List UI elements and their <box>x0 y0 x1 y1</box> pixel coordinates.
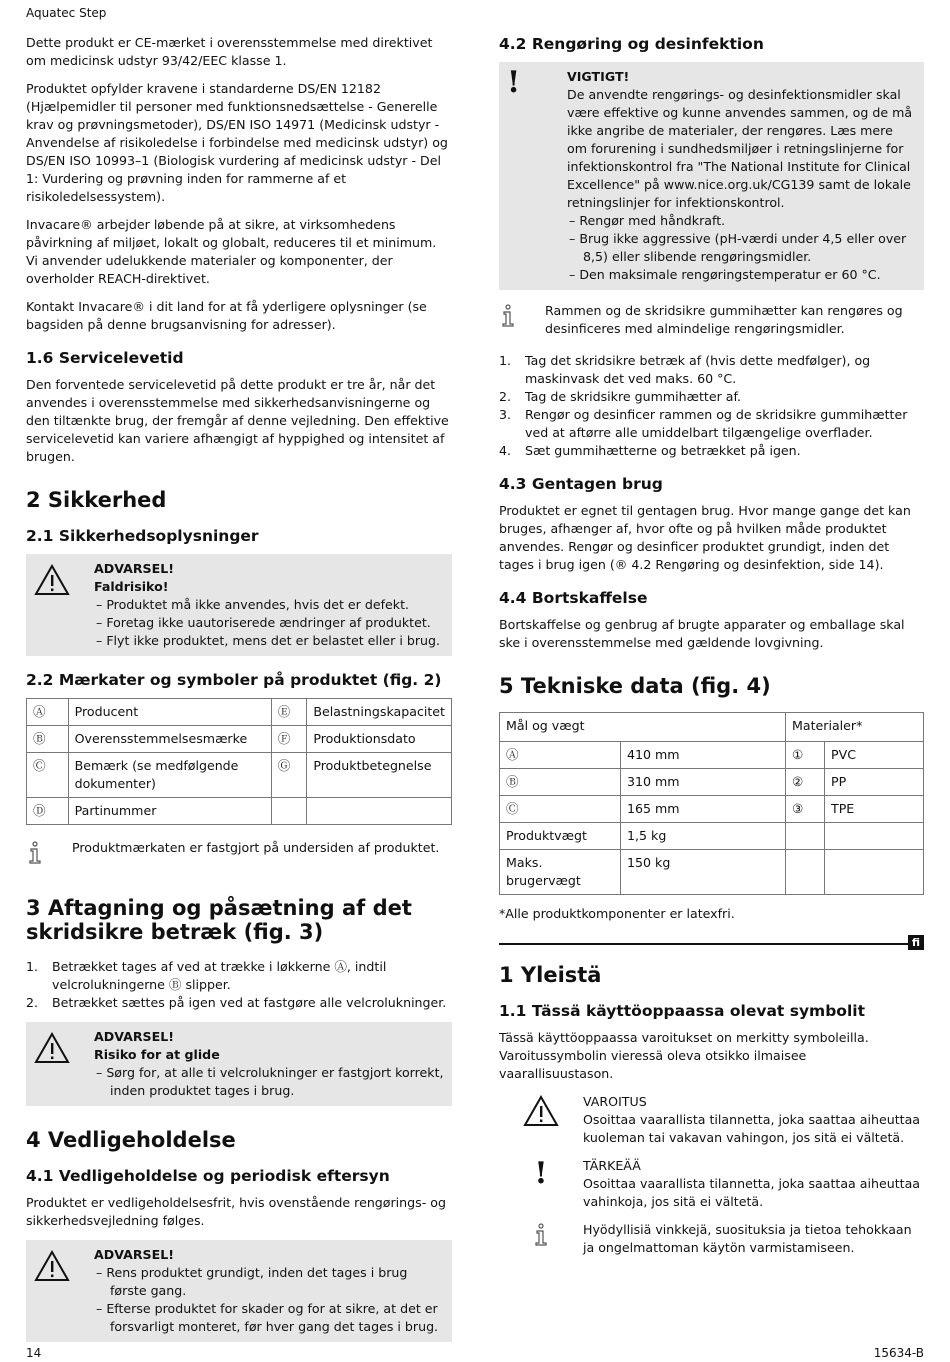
table-cell: Produktvægt <box>500 823 621 850</box>
warning-triangle-icon <box>34 560 94 650</box>
warning-triangle-icon <box>34 1028 94 1100</box>
table-cell: Belastningskapacitet <box>307 699 452 726</box>
heading-4-2: 4.2 Rengøring og desinfektion <box>499 35 764 53</box>
cleaning-steps-list <box>499 352 924 460</box>
info-note-cleaning <box>499 302 924 338</box>
table-cell: Ⓔ <box>271 699 307 726</box>
table-cell <box>825 850 924 895</box>
reuse-paragraph: Produktet er egnet til gentagen brug. Hvor mange gange det kan bruges, afhænger af, hvor ofte og på hvilken måde produktet anvendes. Rengør og desinficer produktet grundigt, inden det tages i brug igen (® 4.2 Rengøring og desinfektion, side 14). <box>499 503 911 572</box>
language-tag: fi <box>908 935 924 950</box>
table-header: Mål og vægt <box>500 713 786 742</box>
warning-box-inspect <box>26 1240 452 1342</box>
table-header: Materialer* <box>786 713 924 742</box>
list-item: 4. Sæt gummihætterne og betrækket på igen. <box>499 443 801 458</box>
table-row <box>500 769 924 796</box>
running-header: Aquatec Step <box>26 6 107 20</box>
table-cell: ① <box>786 742 825 769</box>
table-cell: Ⓑ <box>500 769 621 796</box>
info-icon <box>499 1221 583 1257</box>
important-text: De anvendte rengørings- og desinfektionsmidler skal være effektive og kunne anvendes sammen, og de må ikke angribe de materialer, der rengøres. Læs mere om forurening i sundhedsmiljøer i retningslinjerne for infektionskontrol fra "The National Institute for Clinical Excellence" på www.nice.org.uk/CG139 samt de lokale retningslinjer for infektionskontrol. <box>567 87 913 210</box>
table-cell: Overensstemmelsesmærke <box>68 726 271 753</box>
heading-4-1: 4.1 Vedligeholdelse og periodisk eftersyn <box>26 1167 390 1185</box>
symbol-title: VAROITUS <box>583 1094 647 1109</box>
language-divider <box>499 936 924 949</box>
table-cell: Ⓑ <box>27 726 69 753</box>
disposal-paragraph: Bortskaffelse og genbrug af brugte apparater og emballage skal ske i overensstemmelse med gældende lovgivning. <box>499 617 905 650</box>
list-item: 1. Tag det skridsikre betræk af (hvis dette medfølger), og maskinvask det ved maks. 60 °C. <box>499 353 871 386</box>
warning-subtitle: Risiko for at glide <box>94 1047 220 1062</box>
standards-paragraph: Produktet opfylder kravene i standarderne DS/EN 12182 (Hjælpemidler til personer med funktionsnedsættelse - Generelle krav og prøvningsmetoder), DS/EN ISO 14971 (Medicinsk udstyr - Anvendelse af risikoledelse i forbindelse med medicinsk udstyr) og DS/EN ISO 10993–1 (Biologisk vurdering af medicinsk udstyr - Del 1: Vurdering og prøvning inden for rammerne af et risikoledelsessystem). <box>26 81 448 204</box>
table-row <box>27 753 452 798</box>
table-cell: 310 mm <box>621 769 786 796</box>
environment-paragraph: Invacare® arbejder løbende på at sikre, at virksomhedens påvirkning af miljøet, lokalt og globalt, reduceres til et minimum. Vi anvender udelukkende materialer og komponenter, der overholder REACH-direktivet. <box>26 217 437 286</box>
list-item: 2. Tag de skridsikre gummihætter af. <box>499 389 741 404</box>
warning-item: – Flyt ikke produktet, mens det er belastet eller i brug. <box>96 633 440 648</box>
maintenance-paragraph: Produktet er vedligeholdelsesfrit, hvis ovenstående rengørings- og sikkerhedsvejledning følges. <box>26 1195 446 1228</box>
warning-item: – Foretag ikke uautoriserede ændringer af produktet. <box>96 615 431 630</box>
warning-item: – Efterse produktet for skader og for at sikre, at det er forsvarligt monteret, før hver gang det tages i brug. <box>96 1301 439 1334</box>
warning-title: ADVARSEL! <box>94 1029 174 1044</box>
important-item: – Rengør med håndkraft. <box>569 213 726 228</box>
warning-item: – Rens produktet grundigt, inden det tages i brug første gang. <box>96 1265 408 1298</box>
contact-paragraph: Kontakt Invacare® i dit land for at få yderligere oplysninger (se bagsiden på denne brugsanvisning for adresser). <box>26 299 427 332</box>
table-row <box>27 699 452 726</box>
warning-triangle-icon <box>499 1093 583 1147</box>
info-icon <box>499 302 545 338</box>
table-cell: Ⓒ <box>27 753 69 798</box>
table-row <box>27 798 452 825</box>
table-cell: ② <box>786 769 825 796</box>
info-text: Rammen og de skridsikre gummihætter kan rengøres og desinficeres med almindelige rengøringsmidler. <box>545 303 903 336</box>
warning-box-slip <box>26 1022 452 1106</box>
heading-fi-1: 1 Yleistä <box>499 963 602 987</box>
info-icon <box>26 839 72 870</box>
warning-triangle-icon <box>34 1246 94 1336</box>
info-note-label <box>26 839 452 870</box>
table-row <box>500 742 924 769</box>
symbol-text: Osoittaa vaarallista tilannetta, joka saattaa aiheuttaa kuoleman tai vakavan vahingon, jos sitä ei vältetä. <box>583 1112 920 1145</box>
warning-title: ADVARSEL! <box>94 561 174 576</box>
table-cell: Partinummer <box>68 798 271 825</box>
table-cell <box>825 823 924 850</box>
table-cell: 165 mm <box>621 796 786 823</box>
heading-fi-1-1: 1.1 Tässä käyttöoppaassa olevat symbolit <box>499 1002 865 1020</box>
list-item: 3. Rengør og desinficer rammen og de skridsikre gummihætter ved at aftørre alle umiddelbart tilgængelige overflader. <box>499 407 908 440</box>
table-cell <box>786 823 825 850</box>
table-cell: Ⓐ <box>500 742 621 769</box>
warning-item: – Sørg for, at alle ti velcrolukninger er fastgjort korrekt, inden produktet tages i brug. <box>96 1065 444 1098</box>
list-item: 1. Betrækket tages af ved at trække i løkkerne Ⓐ, indtil velcrolukningerne Ⓑ slipper. <box>26 959 387 992</box>
symbol-title: TÄRKEÄÄ <box>583 1158 641 1173</box>
symbol-text: Hyödyllisiä vinkkejä, suosituksia ja tietoa tehokkaan ja ongelmattoman käytön varmistamiseen. <box>583 1222 912 1255</box>
symbol-info-row <box>499 1221 924 1257</box>
table-cell: Produktionsdato <box>307 726 452 753</box>
important-item: – Brug ikke aggressive (pH-værdi under 4,5 eller over 8,5) eller slibende rengøringsmidler. <box>569 231 907 264</box>
table-row <box>500 850 924 895</box>
table-cell: 410 mm <box>621 742 786 769</box>
service-life-paragraph: Den forventede servicelevetid på dette produkt er tre år, når det anvendes i overensstemmelse med sikkerhedsanvisningerne og den tiltænkte brug, der fremgår af denne vejledning. Den effektive servicelevetid kan variere afhængigt af hyppighed og intensitet af brugen. <box>26 377 449 464</box>
heading-2: 2 Sikkerhed <box>26 488 167 512</box>
table-cell: 1,5 kg <box>621 823 786 850</box>
table-cell <box>786 850 825 895</box>
symbol-text: Osoittaa vaarallista tilannetta, joka saattaa aiheuttaa vahinkoja, jos sitä ei vältetä. <box>583 1176 920 1209</box>
heading-2-2: 2.2 Mærkater og symboler på produktet (fig. 2) <box>26 671 442 689</box>
table-cell: Ⓐ <box>27 699 69 726</box>
important-title: VIGTIGT! <box>567 69 630 84</box>
heading-2-1: 2.1 Sikkerhedsoplysninger <box>26 527 259 545</box>
heading-1-6: 1.6 Servicelevetid <box>26 349 184 367</box>
symbol-warning-row <box>499 1093 924 1147</box>
important-box <box>499 62 924 290</box>
list-item: 2. Betrækket sættes på igen ved at fastgøre alle velcrolukninger. <box>26 995 447 1010</box>
info-text: Produktmærkaten er fastgjort på undersiden af produktet. <box>72 840 440 855</box>
heading-4-4: 4.4 Bortskaffelse <box>499 589 648 607</box>
warning-box-fall <box>26 554 452 656</box>
labels-table <box>26 698 452 825</box>
table-cell: Producent <box>68 699 271 726</box>
latex-note: *Alle produktkomponenter er latexfri. <box>499 906 735 921</box>
heading-4-3: 4.3 Gentagen brug <box>499 475 663 493</box>
table-cell: Ⓖ <box>271 753 307 798</box>
page-number: 14 <box>26 1346 42 1360</box>
cover-steps-list <box>26 958 452 1012</box>
symbol-important-row <box>499 1157 924 1211</box>
document-number: 15634-B <box>873 1346 924 1360</box>
table-cell <box>271 798 307 825</box>
technical-data-table <box>499 712 924 895</box>
table-row <box>500 796 924 823</box>
table-cell: Ⓒ <box>500 796 621 823</box>
table-cell: TPE <box>825 796 924 823</box>
exclamation-icon: ! <box>507 65 521 100</box>
warning-subtitle: Faldrisiko! <box>94 579 169 594</box>
table-cell: Ⓓ <box>27 798 69 825</box>
important-item: – Den maksimale rengøringstemperatur er 60 °C. <box>569 267 881 282</box>
heading-4: 4 Vedligeholdelse <box>26 1128 236 1152</box>
table-cell: 150 kg <box>621 850 786 895</box>
table-cell: ③ <box>786 796 825 823</box>
heading-5: 5 Tekniske data (fig. 4) <box>499 674 771 698</box>
table-cell: Maks. brugervægt <box>500 850 621 895</box>
table-cell: PP <box>825 769 924 796</box>
left-column <box>26 34 452 1354</box>
table-row <box>27 726 452 753</box>
table-cell: PVC <box>825 742 924 769</box>
heading-3: 3 Aftagning og påsætning af det skridsikre betræk (fig. 3) <box>26 896 412 944</box>
warning-title: ADVARSEL! <box>94 1247 174 1262</box>
table-cell <box>307 798 452 825</box>
fi-symbols-paragraph: Tässä käyttöoppaassa varoitukset on merkitty symboleilla. Varoitussymbolin vieressä oleva otsikko ilmaisee vaarallisuustason. <box>499 1030 869 1081</box>
table-cell: Ⓕ <box>271 726 307 753</box>
table-row <box>500 713 924 742</box>
exclamation-icon: ! <box>534 1156 548 1191</box>
table-row <box>500 823 924 850</box>
right-column <box>499 34 924 1267</box>
ce-paragraph: Dette produkt er CE-mærket i overensstemmelse med direktivet om medicinsk udstyr 93/42/EEC klasse 1. <box>26 35 433 68</box>
table-cell: Bemærk (se medfølgende dokumenter) <box>68 753 271 798</box>
warning-item: – Produktet må ikke anvendes, hvis det er defekt. <box>96 597 410 612</box>
table-cell: Produktbetegnelse <box>307 753 452 798</box>
